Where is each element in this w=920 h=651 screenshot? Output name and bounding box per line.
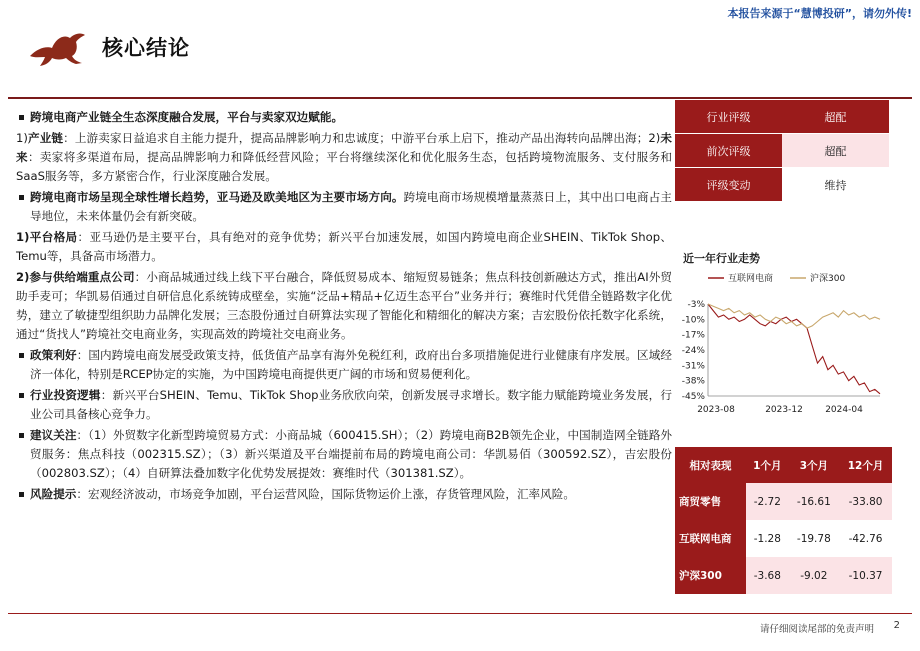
paragraph-3 bbox=[16, 188, 672, 226]
body-text: ：新兴平台SHEIN、Temu、TikTok Shop业务欣欣向荣，创新发展寻求增长。数字能力赋能跨境业务发展，行业公司具备核心竞争力。 bbox=[30, 388, 672, 421]
paragraph-7 bbox=[16, 386, 672, 424]
lead-text: 产业链 bbox=[27, 131, 64, 145]
rating-table bbox=[675, 100, 889, 202]
series-line bbox=[708, 304, 880, 328]
series-line bbox=[708, 304, 880, 394]
perf-cell: -10.37 bbox=[839, 557, 892, 594]
perf-row bbox=[675, 520, 892, 557]
perf-header: 相对表现 bbox=[675, 447, 746, 483]
page-number: 2 bbox=[893, 620, 900, 631]
paragraph-4 bbox=[16, 228, 672, 266]
perf-cell: -9.02 bbox=[789, 557, 839, 594]
y-tick-label: -31% bbox=[681, 361, 705, 372]
paragraph-8 bbox=[16, 426, 672, 483]
top-notice: 本报告来源于“慧博投研”，请勿外传! bbox=[727, 7, 912, 20]
y-tick-label: -17% bbox=[681, 330, 705, 341]
body-text: ：（1）外贸数字化新型跨境贸易方式：小商品城（600415.SH）；（2）跨境电商B2B领先企业，中国制造网全链路外贸服务：焦点科技（002315.SZ）；（3）新兴渠道及平台端提前布局的跨境电商公司：华凯易佰（300592.SZ），吉宏股份（002803.SZ）；（4）自研算法叠加数字化优势发展提效：赛维时代（301381.SZ）。 bbox=[30, 428, 672, 480]
rating-value: 超配 bbox=[782, 134, 889, 168]
lead-text: 行业投资逻辑 bbox=[30, 388, 101, 402]
paragraph-9 bbox=[16, 485, 672, 504]
perf-row-name: 沪深300 bbox=[675, 557, 746, 594]
body-text: ：小商品城通过线上线下平台融合，降低贸易成本、缩短贸易链条；焦点科技创新融达方式，推出AI外贸助手麦可；华凯易佰通过自研信息化系统铸成壁垒，实施“泛品+精品+亿迈生态平台”业务并行；赛维时代凭借全链路数字化优势，建立了敏捷型组织助力品牌化发展；三态股份通过自研算法实现了智能化和精细化的解决方案；吉宏股份依托数字化系统，通过“货找人”跨境社交电商业务，实现高效的跨境社交电商业务。 bbox=[16, 270, 672, 341]
perf-header: 1个月 bbox=[746, 447, 789, 483]
y-tick-label: -10% bbox=[681, 315, 705, 326]
lead-text: 政策利好 bbox=[30, 348, 77, 362]
rating-key: 评级变动 bbox=[675, 168, 782, 202]
y-tick-label: -3% bbox=[687, 300, 705, 310]
body-text: ：亚马逊仍是主要平台，具有绝对的竞争优势；新兴平台加速发展，如国内跨境电商企业SHEIN、TikTok Shop、Temu等，具备高市场潜力。 bbox=[16, 230, 672, 263]
paragraph-1 bbox=[16, 108, 672, 127]
body-text: ：卖家将多渠道布局，提高品牌影响力和降低经营风险；平台将继续深化和优化服务生态，包括跨境物流服务、支付服务和SaaS服务等，多方紧密合作，行业深度融合发展。 bbox=[16, 150, 672, 183]
body-text: ：国内跨境电商发展受政策支持，低货值产品享有海外免税红利，政府出台多项措施促进行业健康有序发展。区域经济一体化，特别是RCEP协定的实施，为中国跨境电商提供更广阔的市场和贸易便利化。 bbox=[30, 348, 672, 381]
perf-cell: -16.61 bbox=[789, 483, 839, 520]
lead-text: 跨境电商市场呈现全球性增长趋势，亚马逊及欧美地区为主要市场方向。 bbox=[30, 190, 404, 204]
y-tick-label: -45% bbox=[681, 392, 705, 402]
chart-title: 近一年行业走势 bbox=[683, 252, 760, 265]
lead-text: 建议关注 bbox=[30, 428, 77, 442]
rating-value: 超配 bbox=[782, 100, 889, 134]
body-text: ：宏观经济波动，市场竞争加剧，平台运营风险，国际货物运价上涨，存货管理风险，汇率风险。 bbox=[76, 487, 575, 501]
bull-logo-icon bbox=[28, 26, 88, 70]
y-tick-label: -24% bbox=[681, 346, 705, 356]
page-title: 核心结论 bbox=[102, 36, 190, 60]
perf-header: 12个月 bbox=[839, 447, 892, 483]
paragraph-5 bbox=[16, 268, 672, 344]
lead-text: 未来 bbox=[16, 131, 672, 164]
body-text: ：上游卖家日益追求自主能力提升，提高品牌影响力和忠诚度；中游平台承上启下，推动产品出海转向品牌出海；2) bbox=[63, 131, 661, 145]
perf-cell: -2.72 bbox=[746, 483, 789, 520]
perf-cell: -42.76 bbox=[839, 520, 892, 557]
body-text: 1) bbox=[16, 131, 28, 145]
title-rule bbox=[8, 97, 912, 99]
y-tick-label: -38% bbox=[681, 376, 705, 387]
paragraph-6 bbox=[16, 346, 672, 384]
x-tick-label: 2024-04 bbox=[825, 405, 863, 415]
lead-text: 2)参与供给端重点公司 bbox=[16, 270, 135, 284]
perf-header-row bbox=[675, 447, 892, 483]
legend-label: 互联网电商 bbox=[728, 274, 774, 284]
rating-value: 维持 bbox=[782, 168, 889, 202]
rating-row bbox=[675, 134, 889, 168]
legend-label: 沪深300 bbox=[810, 274, 846, 284]
perf-cell: -1.28 bbox=[746, 520, 789, 557]
perf-header: 3个月 bbox=[789, 447, 839, 483]
x-tick-label: 2023-08 bbox=[697, 405, 735, 415]
perf-cell: -33.80 bbox=[839, 483, 892, 520]
rating-key: 前次评级 bbox=[675, 134, 782, 168]
perf-row-name: 商贸零售 bbox=[675, 483, 746, 520]
x-tick-label: 2023-12 bbox=[765, 405, 803, 415]
main-content bbox=[16, 108, 672, 506]
trend-chart bbox=[676, 266, 894, 426]
lead-text: 跨境电商产业链全生态深度融合发展，平台与卖家双边赋能。 bbox=[30, 110, 344, 124]
bottom-rule bbox=[8, 613, 912, 614]
lead-text: 1)平台格局 bbox=[16, 230, 78, 244]
rating-row bbox=[675, 100, 889, 134]
rating-row bbox=[675, 168, 889, 202]
paragraph-2 bbox=[16, 129, 672, 186]
perf-cell: -3.68 bbox=[746, 557, 789, 594]
perf-row bbox=[675, 557, 892, 594]
body-text: 跨境电商市场规模增量蒸蒸日上，其中出口电商占主导地位，未来体量仍会有新突破。 bbox=[30, 190, 672, 223]
footer-disclaimer: 请仔细阅读尾部的免责声明 bbox=[759, 624, 874, 635]
lead-text: 风险提示 bbox=[30, 487, 77, 501]
performance-table bbox=[675, 447, 892, 594]
perf-row-name: 互联网电商 bbox=[675, 520, 746, 557]
perf-cell: -19.78 bbox=[789, 520, 839, 557]
rating-key: 行业评级 bbox=[675, 100, 782, 134]
perf-row bbox=[675, 483, 892, 520]
